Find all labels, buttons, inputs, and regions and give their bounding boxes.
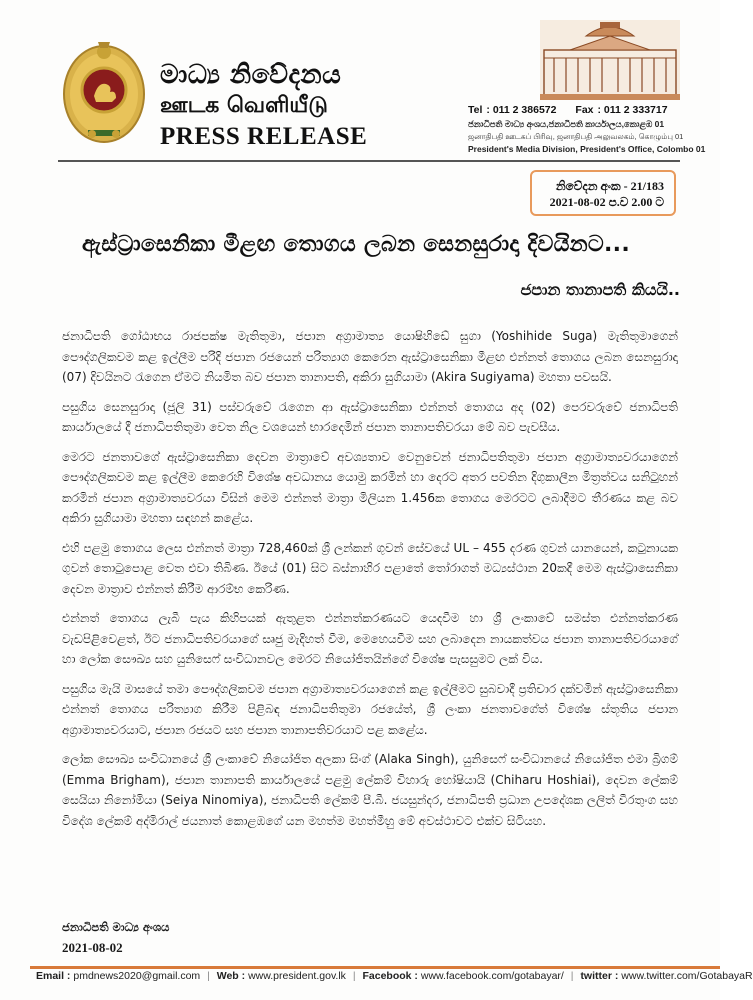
email-link[interactable]: pmdnews2020@gmail.com (73, 970, 201, 982)
paragraph: එහි පළමු තොගය ලෙස එන්නත් මාත්‍රා 728,460ක් ශ්‍රී ලන්කන් ගුවන් සේවයේ UL – 455 දරණ ගුවන් යානයෙන්, කටුනායක ගුවන් තොටුපොළ වෙත එවා තිබිණ. ඊයේ (01) සිට බස්නාහිර පළාතේ තෝරාගත් මධ්‍යස්ථාන 20කදී මෙම ඇස්ට්‍රාසෙනිකා දෙවන මාත්‍රාව එන්නත් කිරීම ආරම්භ කෙරිණ. (62, 540, 678, 596)
tel-number: : 011 2 386572 (486, 104, 557, 116)
paragraph: එන්නත් තොගය ලැබී පැය කිහිපයක් ඇතුළත එන්නත්කරණයට යෙදවීම හා ශ්‍රී ලංකාවේ සමස්ත එන්නත්කරණ වැඩපිළිවෙළත්, ඊට ජනාධිපතිවරයාගේ සෘජු මැදිහත් වීම, මෙහෙයවීම සහ ලබාදෙන නායකත්වය ජපාන තානාපතිවරයාගේ හා ලෝක සෞඛ්‍ය සහ යුනිසෙෆ් සංවිධානවල මෙරට නියෝජිතයින්ගේ විශේෂ පැසසුමට ලක් විය. (62, 611, 678, 666)
fax-label: Fax (575, 104, 594, 116)
headline: ඇස්ට්‍රාසෙනිකා මීළඟ තොගය ලබන සෙනසුරාදා දිවයිනට... (82, 232, 630, 257)
signature-department: ජනාධිපති මාධ්‍ය අංශය (62, 920, 170, 934)
tel-fax-line (468, 104, 708, 116)
web-link[interactable]: www.president.gov.lk (248, 970, 346, 982)
signature-date: 2021-08-02 (62, 940, 123, 955)
facebook-link[interactable]: www.facebook.com/gotabayar/ (420, 970, 564, 982)
paragraph: පසුගිය සෙනසුරාදා (ජූලි 31) පස්වරුවේ රැගෙන ආ ඇස්ට්‍රාසෙනිකා එන්නත් තොගය අද (02) පෙරවරුවේ ජනාධිපති කාර්යාලයේ දී ජනාධිපතිතුමා වෙත නිල වශයෙන් භාරදෙමින් ජපාන තානාපතිවරයා මේ බව පැවසීය. (62, 399, 678, 434)
footer: Email : pmdnews2020@gmail.com | Web : www.president.gov.lk | Facebook : www.facebook.com/gotabayar/ | twitter : www.twitter.com/GotabayaR (36, 970, 753, 982)
reference-number: නිවේදන අංක - 21/183 (555, 179, 664, 193)
address-tamil: ஜனாதிபதி ஊடகப் பிரிவு, ஜனாதிபதி அலுவலகம், கொழும்பு 01 (468, 132, 684, 141)
fax-number: : 011 2 333717 (597, 104, 668, 116)
paragraph: ලෝක සෞඛ්‍ය සංවිධානයේ ශ්‍රී ලංකාවේ නියෝජිත අලකා සිංග් (Alaka Singh), යුනිසෙෆ් සංවිධානයේ නියෝජිත එමා බ්‍රිගම් (Emma Brigham), ජපාන තානාපති කාර්යාලයේ පළමු ලේකම් චිහාරු හෝෂියායි (Chiharu Hoshiai), දෙවන ලේකම් සෙයියා නිනෝමියා (Seiya Ninomiya), ජනාධිපති ලේකම් පී.බී. ජයසුන්දර, ජනාධිපති ප්‍රධාන උපදේශක ලලිත් වීරතුංග සහ විදේශ ලේකම් අද්මිරාල් ජයනාත් කොළඹගේ යන මහත්ම මහත්මීහු මේ අවස්ථාවට එක්ව සිටියහ. (62, 752, 678, 828)
tel-label: Tel (468, 104, 483, 116)
footer-divider (30, 966, 720, 969)
address-sinhala: ජනාධිපති මාධ්‍ය අංශය,ජනාධිපති කාර්යාලය,කොළඹ 01 (468, 119, 665, 129)
contact-block (468, 104, 708, 154)
title-english: PRESS RELEASE (160, 123, 368, 150)
address-english: President's Media Division, President's Office, Colombo 01 (468, 144, 706, 154)
sri-lanka-emblem-icon (58, 30, 150, 148)
email-label: Email : (36, 970, 71, 982)
twitter-link[interactable]: www.twitter.com/GotabayaR (621, 970, 753, 982)
paragraph: මෙරට ජනතාවගේ ඇස්ට්‍රාසෙනිකා දෙවන මාත්‍රාවේ අවශ්‍යතාව වෙනුවෙන් ජනාධිපතිතුමා ජපාන අග්‍රාමාත්‍යවරයාගෙන් පෞද්ගලිකවම කළ ඉල්ලීම කෙරෙහි විශේෂ අවධානය යොමු කරමින් හා දෙරට අතර පවතින දිගුකාලීන මිත්‍රත්වය සනිටුහන් කරමින් ජපාන අග්‍රාමාත්‍යවරයා විසින් මෙම එන්නත් මාත්‍රා මිලියන 1.456ක තොගය මෙරටට ලබාදීමට තීරණය කළ බව අකිරා සුගියාමා මහතා සඳහන් කළේය. (62, 449, 678, 525)
reference-box (530, 170, 676, 216)
subheadline: ජපාන තානාපති කියයි.. (520, 280, 680, 299)
article-body (62, 326, 678, 840)
header-divider (58, 160, 680, 162)
facebook-label: Facebook : (362, 970, 418, 982)
presidential-building-icon (540, 20, 680, 100)
paragraph: ජනාධිපති ගෝඨාභය රාජපක්ෂ මැතිතුමා, ජපාන අග්‍රාමාත්‍ය යොෂිහිඩේ සුගා (Yoshihide Suga) මැතිතුමාගෙන් පෞද්ගලිකවම කළ ඉල්ලීම පරිදි ජපාන රජයෙන් පරිත්‍යාග කෙරෙන ඇස්ට්‍රාසෙනිකා මීළඟ එන්නත් තොගය ලබන සෙනසුරාදා (07) දිවයිනට රැගෙන ඒමට නියමිත බව ජපාන තානාපති, අකිරා සුගියාමා (Akira Sugiyama) මහතා පවසයි. (62, 329, 678, 384)
twitter-label: twitter : (580, 970, 619, 982)
reference-datetime: 2021-08-02 ප.ව 2.00 ට (549, 195, 664, 209)
title-tamil: ஊடக வெளியீடு (160, 93, 328, 118)
title-sinhala: මාධ්‍ය නිවේදනය (160, 60, 342, 90)
paragraph: පසුගිය මැයි මාසයේ තමා පෞද්ගලිකවම ජපාන අග්‍රාමාත්‍යවරයාගෙන් කළ ඉල්ලීමට සුබවාදී ප්‍රතිචාර දක්වමින් ඇස්ට්‍රාසෙනිකා එන්නත් තොගය පරිත්‍යාග කිරීම පිළිබඳ ජනාධිපතිතුමා රජයේත්, ශ්‍රී ලංකා ජනතාවගේත් විශේෂ ස්තූතිය ජපාන අග්‍රාමාත්‍යවරයාට, ජපාන රජයට සහ ජපාන තානාපතිවරයාට පළ කළේය. (62, 681, 678, 737)
web-label: Web : (216, 970, 246, 982)
masthead (160, 60, 390, 152)
